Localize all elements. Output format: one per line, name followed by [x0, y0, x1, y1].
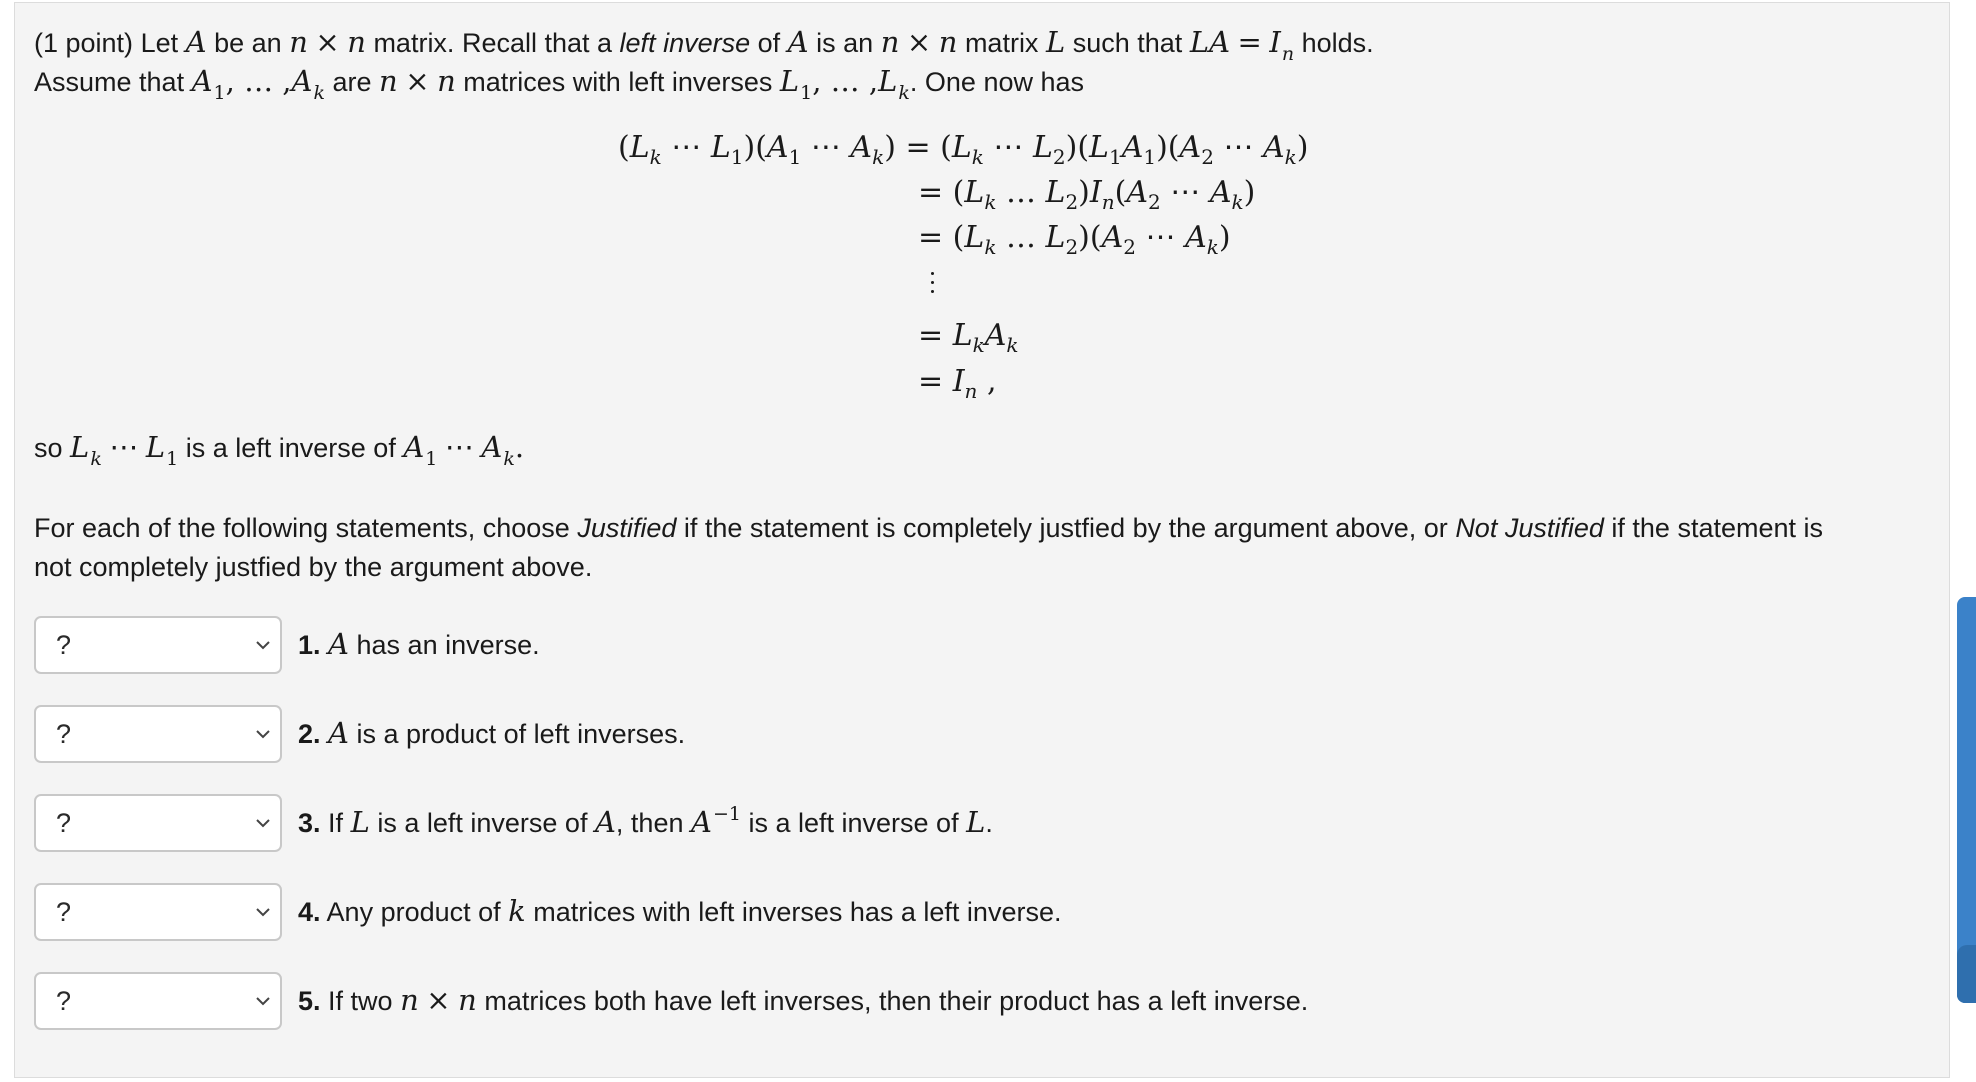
- chevron-down-icon: [252, 901, 274, 923]
- answer-select-4[interactable]: [34, 883, 282, 941]
- conclusion-line: so $L_k$ ⋯ $L_1$ is a left inverse of $A_1$ ⋯ $A_k$.: [34, 430, 525, 470]
- selected-value: ?: [56, 986, 72, 1016]
- vertical-ellipsis: [930, 272, 936, 299]
- intro-line-1: (1 point) Let A be an n × n matrix. Recall that a left inverse of A is an n × n matrix L such that LA = $I_n$ holds.: [34, 25, 1374, 65]
- selected-value: ?: [56, 719, 72, 749]
- answer-select-1[interactable]: [34, 616, 282, 674]
- equation-line-3: = ($L_k$ … $L_2)(A_2$ ⋯ $A_k$): [918, 220, 1231, 259]
- answer-select-2[interactable]: [34, 705, 282, 763]
- chevron-down-icon: [252, 812, 274, 834]
- statement-2: 2. A is a product of left inverses.: [298, 716, 686, 750]
- selected-value: ?: [56, 897, 72, 927]
- left-inverse-term: left inverse: [619, 28, 751, 58]
- selected-value: ?: [56, 808, 72, 838]
- chevron-down-icon: [252, 634, 274, 656]
- scrollbar-thumb-shade: [1957, 945, 1976, 1003]
- selected-value: ?: [56, 630, 72, 660]
- instructions-line-2: not completely justfied by the argument above.: [34, 552, 593, 582]
- statement-1: 1. A has an inverse.: [298, 627, 540, 661]
- answer-select-5[interactable]: [34, 972, 282, 1030]
- equation-line-4: = $L_kA_k$: [918, 318, 1019, 357]
- instructions-line-1: For each of the following statements, choose Justified if the statement is completely justfied by the argument above, or Not Justified if the statement is: [34, 513, 1824, 543]
- intro-line-2: Assume that $A_1$, … $,A_k$ are n × n matrices with left inverses $L_1$, … $,L_k$. One now has: [34, 64, 1085, 104]
- equation-line-5: = $I_n$ ,: [918, 364, 997, 403]
- scrollbar-thumb[interactable]: [1957, 597, 1976, 1003]
- not-justified-word: Not Justified: [1455, 513, 1604, 543]
- statement-4: 4. Any product of k matrices with left inverses has a left inverse.: [298, 894, 1062, 928]
- statement-5: 5. If two n × n matrices both have left inverses, then their product has a left inverse.: [298, 983, 1309, 1017]
- equation-line-1: ($L_k$ ⋯ $L_1)(A_1$ ⋯ $A_k) = (L_k$ ⋯ $L_2)(L_1A_1)(A_2$ ⋯ $A_k$): [618, 130, 1309, 169]
- chevron-down-icon: [252, 990, 274, 1012]
- justified-word: Justified: [577, 513, 677, 543]
- statement-3: 3. If L is a left inverse of A, then $A^{-1}$ is a left inverse of L.: [298, 803, 993, 839]
- answer-select-3[interactable]: [34, 794, 282, 852]
- equation-line-2: = ($L_k$ … $L_2)I_n(A_2$ ⋯ $A_k$): [918, 175, 1256, 214]
- chevron-down-icon: [252, 723, 274, 745]
